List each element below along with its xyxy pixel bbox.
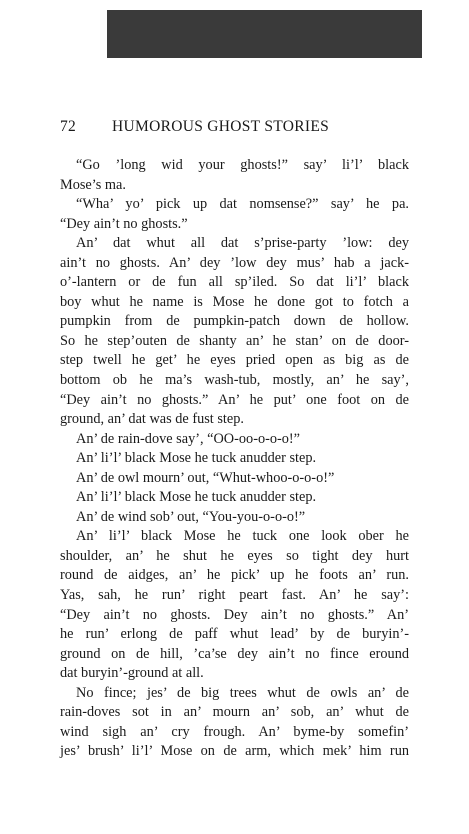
- text-line: An’ dat whut all dat s’prise-party ’low: dey: [76, 235, 409, 252]
- text-line: No fince; jes’ de big trees whut de owls an’ de: [76, 684, 409, 701]
- text-line: Mose’s ma.: [60, 176, 126, 193]
- text-line: An’ de owl mourn’ out, “Whut-whoo-o-o-o!”: [76, 469, 335, 486]
- text-line: So he step’outen de shanty an’ he stan’ on de door-: [60, 332, 409, 349]
- text-line: “Dey ain’t no ghosts. Dey ain’t no ghosts.” An’: [60, 606, 409, 623]
- text-line: o’-lantern or de fun all sp’iled. So dat li’l’ black: [60, 274, 409, 291]
- text-line: An’ li’l’ black Mose he tuck one look ober he: [76, 528, 409, 545]
- text-line: shoulder, an’ he shut he eyes so tight dey hurt: [60, 547, 409, 564]
- text-line: “Wha’ yo’ pick up dat nomsense?” say’ he pa.: [76, 196, 409, 213]
- text-line: An’ li’l’ black Mose he tuck anudder step.: [76, 450, 317, 467]
- text-line: pumpkin from de pumpkin-patch down de hollow.: [60, 313, 409, 330]
- text-line: bottom ob he ma’s wash-tub, mostly, an’ he say’,: [60, 372, 409, 389]
- text-line: “Dey ain’t no ghosts.” An’ he put’ one foot on de: [60, 391, 409, 408]
- text-line: An’ de rain-dove say’, “OO-oo-o-o-o!”: [76, 430, 301, 447]
- text-line: he run’ erlong de paff whut lead’ by de buryin’-: [60, 626, 409, 643]
- text-line: “Dey ain’t no ghosts.”: [60, 215, 188, 232]
- text-line: jes’ brush’ li’l’ Mose on de arm, which mek’ him run: [60, 743, 409, 760]
- page-number: 72: [60, 118, 77, 135]
- text-line: round de aidges, an’ he pick’ up he foots an’ run.: [60, 567, 409, 584]
- text-line: ground, an’ dat was de fust step.: [60, 411, 244, 428]
- text-line: dat buryin’-ground at all.: [60, 665, 204, 682]
- text-line: An’ li’l’ black Mose he tuck anudder step.: [76, 489, 317, 506]
- text-line: An’ de wind sob’ out, “You-you-o-o-o!”: [76, 508, 306, 525]
- text-line: “Go ’long wid your ghosts!” say’ li’l’ black: [76, 157, 409, 173]
- running-header: [60, 118, 417, 136]
- text-line: ground on de hill, ’ca’se dey ain’t no fince eround: [60, 645, 409, 662]
- body-text: [60, 156, 409, 762]
- redaction-bar: [107, 10, 422, 58]
- text-line: Yas, sah, he run’ right peart fast. An’ he say’:: [60, 587, 409, 604]
- running-head-title: HUMOROUS GHOST STORIES: [112, 118, 330, 135]
- text-line: boy whut he name is Mose he done got to fotch a: [60, 293, 409, 310]
- text-line: rain-doves sot in an’ mourn an’ sob, an’ whut de: [60, 704, 409, 721]
- text-line: wind sigh an’ cry frough. An’ byme-by somefin’: [60, 723, 409, 740]
- text-line: ain’t no ghosts. An’ dey ’low dey mus’ hab a jack-: [60, 254, 409, 271]
- text-line: step twell he get’ he eyes pried open as big as de: [60, 352, 409, 369]
